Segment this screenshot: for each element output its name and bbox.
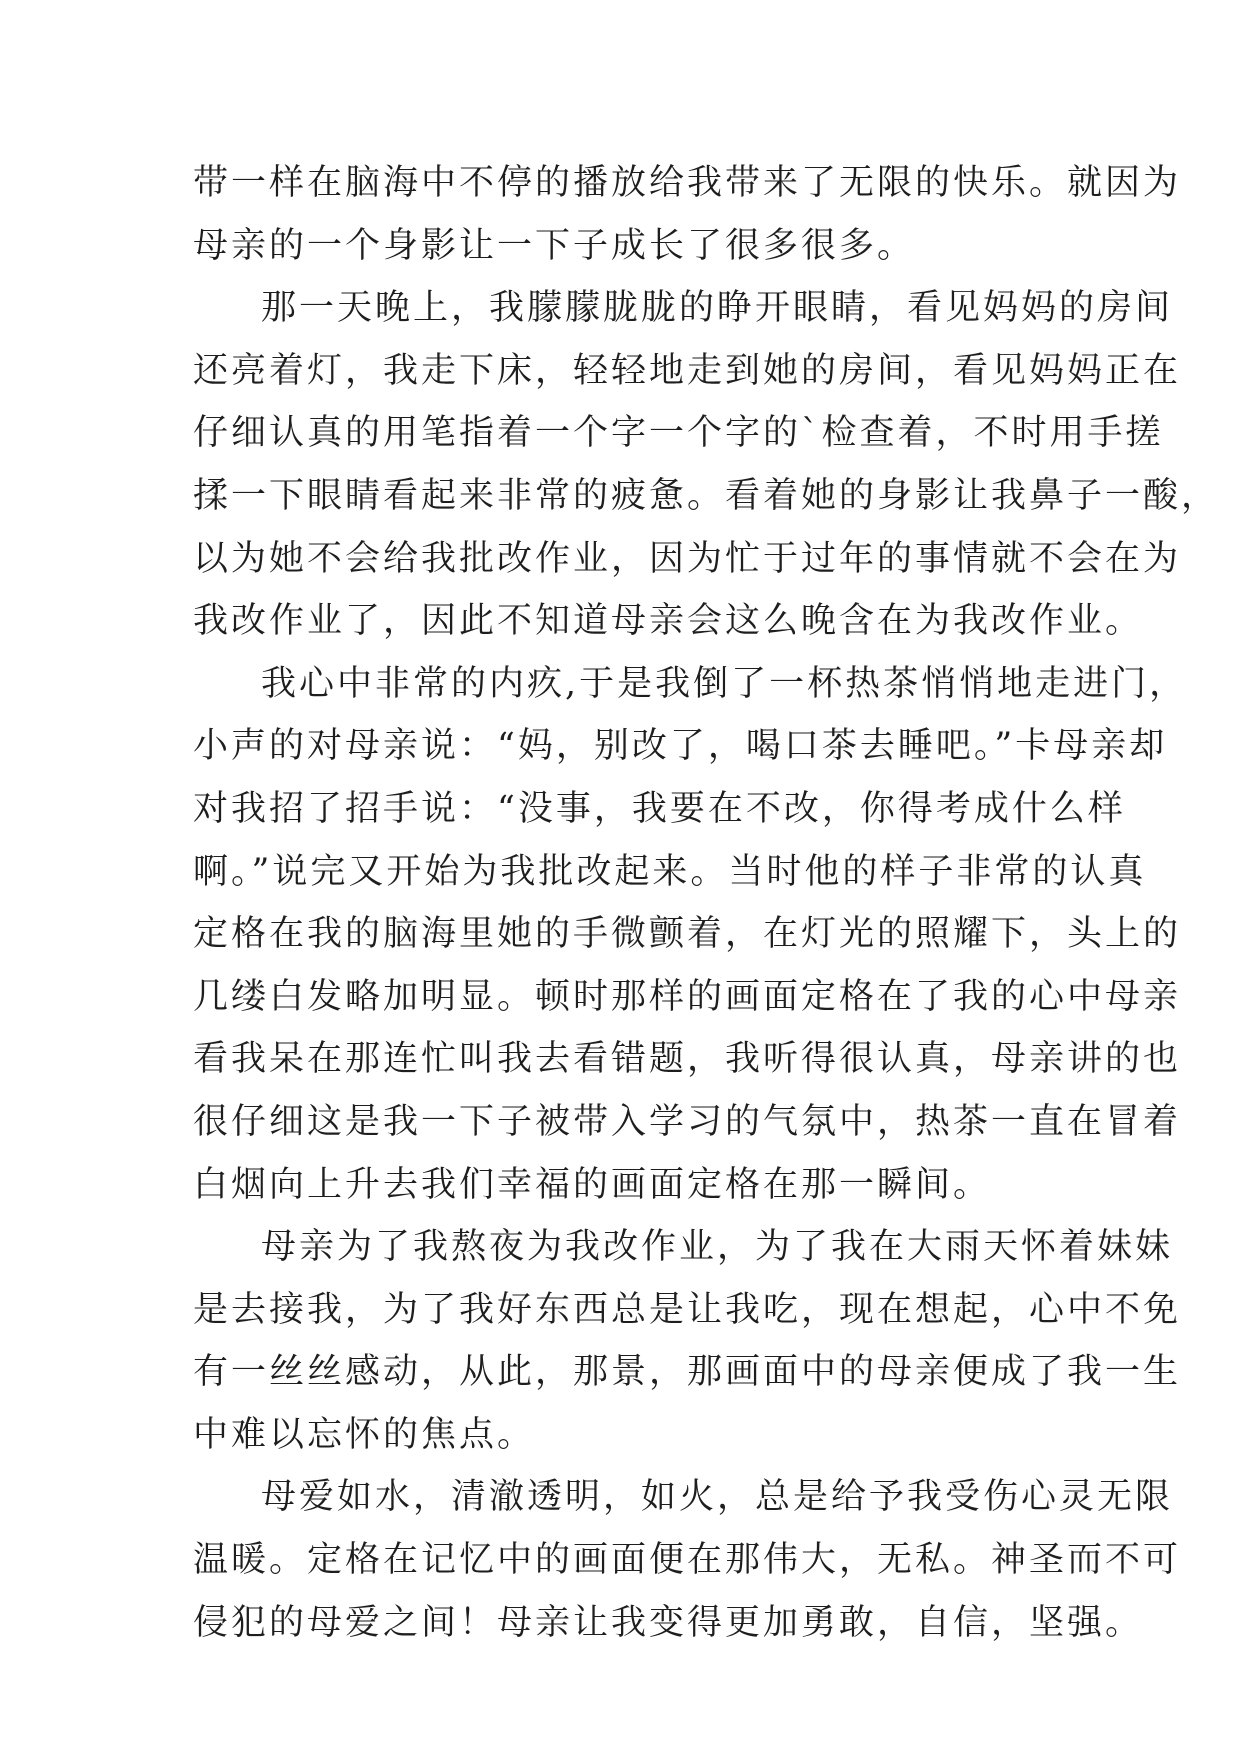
text-line: 我改作业了，因此不知道母亲会这么晚含在为我改作业。: [193, 601, 1144, 642]
text-line: 还亮着灯，我走下床，轻轻地走到她的房间，看见妈妈正在: [193, 350, 1182, 391]
text-line: 啊。”说完又开始为我批改起来。当时他的样子非常的认真: [193, 851, 1147, 892]
text-line: 母亲的一个身影让一下子成长了很多很多。: [193, 225, 916, 266]
text-line: 小声的对母亲说：“妈，别改了，喝口茶去睡吧。”卡母亲却: [193, 726, 1168, 767]
text-line: 定格在我的脑海里她的手微颤着，在灯光的照耀下，头上的: [193, 914, 1182, 955]
text-line: 很仔细这是我一下子被带入学习的气氛中，热茶一直在冒着: [193, 1101, 1182, 1142]
paragraph-start-line: 母爱如水，清澈透明，如火，总是给予我受伤心灵无限: [261, 1477, 1174, 1518]
text-line: 揉一下眼睛看起来非常的疲惫。看着她的身影让我鼻子一酸，: [193, 475, 1220, 516]
text-line: 几缕白发略加明显。顿时那样的画面定格在了我的心中母亲: [193, 976, 1182, 1017]
text-line: 对我招了招手说：“没事，我要在不改，你得考成什么样: [193, 788, 1126, 829]
text-line: 是去接我，为了我好东西总是让我吃，现在想起，心中不免: [193, 1289, 1182, 1330]
paragraph-start-line: 我心中非常的内疚,于是我倒了一杯热茶悄悄地走进门，: [261, 663, 1188, 704]
essay-body: [193, 152, 1220, 1654]
paragraph-start-line: 那一天晚上，我朦朦胧胧的睁开眼睛，看见妈妈的房间: [261, 288, 1174, 329]
text-line: 以为她不会给我批改作业，因为忙于过年的事情就不会在为: [193, 538, 1182, 579]
text-line: 有一丝丝感动，从此，那景，那画面中的母亲便成了我一生: [193, 1352, 1182, 1393]
text-line: 带一样在脑海中不停的播放给我带来了无限的快乐。就因为: [193, 163, 1182, 203]
text-line: 白烟向上升去我们幸福的画面定格在那一瞬间。: [193, 1164, 992, 1205]
text-line: 中难以忘怀的焦点。: [193, 1414, 536, 1455]
text-line: 温暖。定格在记忆中的画面便在那伟大，无私。神圣而不可: [193, 1540, 1182, 1581]
text-line: 仔细认真的用笔指着一个字一个字的`检查着，不时用手搓: [193, 413, 1164, 454]
paragraph-start-line: 母亲为了我熬夜为我改作业，为了我在大雨天怀着妹妹: [261, 1227, 1174, 1268]
text-line: 侵犯的母爱之间！母亲让我变得更加勇敢，自信，坚强。: [193, 1602, 1144, 1643]
text-line: 看我呆在那连忙叫我去看错题，我听得很认真，母亲讲的也: [193, 1039, 1182, 1080]
